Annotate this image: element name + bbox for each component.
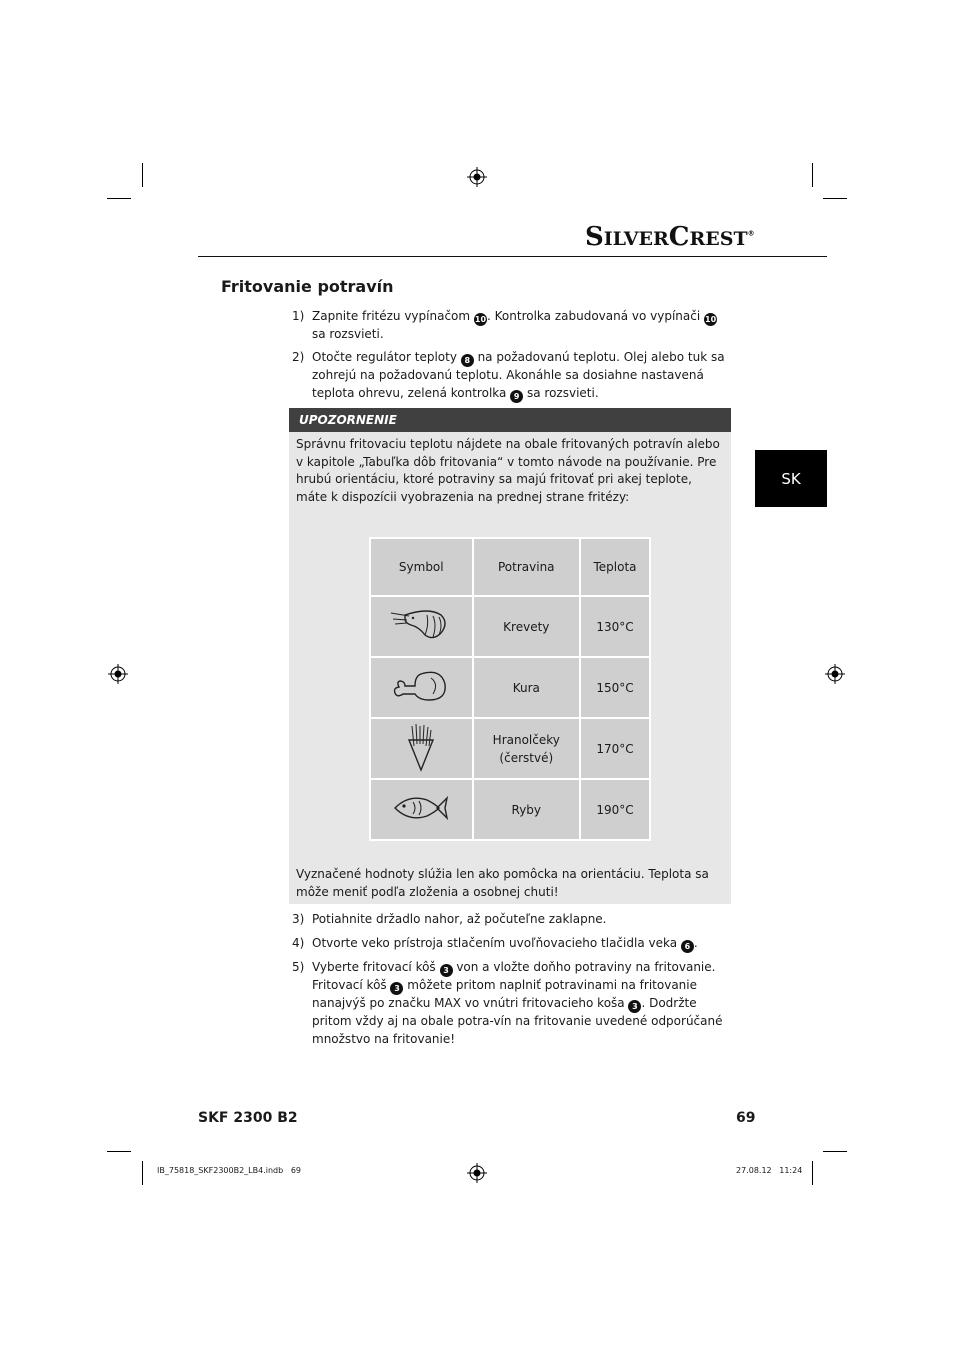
brand-logo: SILVERCREST® [585,222,755,252]
language-tab: SK [755,450,827,507]
column-header: Symbol [370,538,473,596]
reference-number: 10 [705,315,717,324]
shrimp-icon [389,605,453,645]
column-header: Teplota [580,538,650,596]
reference-number: 3 [440,964,453,977]
table-row [370,657,650,718]
table-header-row [370,538,650,596]
chicken-leg-icon [391,666,451,706]
food-cell: Ryby [473,779,581,840]
model-number: SKF 2300 B2 [198,1110,298,1126]
food-cell: Kura [473,657,581,718]
crop-mark [812,163,813,187]
temperature-cell: 190°C [580,779,650,840]
warning-title: UPOZORNENIE [289,408,731,432]
food-cell: Hranolčeky (čerstvé) [473,718,581,779]
temperature-cell: 130°C [580,596,650,657]
page-number: 69 [736,1110,756,1126]
print-file-info: IB_75818_SKF2300B2_LB4.indb 69 [157,1166,301,1175]
food-cell: Krevety [473,596,581,657]
table-row [370,718,650,779]
reference-number: 9 [510,390,523,403]
list-item: 5) Vyberte fritovací kôš 3 von a vložte doňho potraviny na fritovanie. Fritovací kôš 3 môžete pritom naplniť potravinami na fritovanie nanajvýš po značku MAX vo vnútri fritovacieho koša 3 . Dodržte pritom vždy aj na obale potra-vín na fritovanie uvedené odporúčané množstvo na fritovanie! [292,960,723,1046]
column-header: Potravina [473,538,581,596]
symbol-cell [370,779,473,840]
crop-mark [812,1161,813,1185]
crop-mark [107,198,131,199]
symbol-cell [370,718,473,779]
crop-mark [823,1151,847,1152]
list-item: 1) Zapnite fritézu vypínačom 10. Kontrolka zabudovaná vo vypínači 10 sa rozsvieti. [292,309,717,341]
print-datetime: 27.08.12 11:24 [736,1166,803,1175]
list-item: 3) Potiahnite držadlo nahor, až počuteľne zaklapne. [292,912,607,926]
warning-text: Správnu fritovaciu teplotu nájdete na obale fritovaných potravín alebo v kapitole „Tabuľka dôb fritovania“ v tomto návode na používanie. Pre hrubú orientáciu, ktoré potraviny sa majú fritovať pri akej teplote, máte k dispozícii vyobrazenia na prednej strane fritézy: [296,437,720,504]
reference-number: 3 [390,982,403,995]
reference-number: 3 [628,1000,641,1013]
reference-number: 10 [474,315,487,324]
symbol-cell [370,657,473,718]
temperature-cell: 170°C [580,718,650,779]
registration-mark-icon [467,1163,487,1183]
frying-temperature-table [369,537,651,841]
temperature-cell: 150°C [580,657,650,718]
symbol-cell [370,596,473,657]
warning-box [289,408,731,904]
crop-mark [142,163,143,187]
registration-mark-icon [467,167,487,187]
table-row [370,779,650,840]
list-item: 4) Otvorte veko prístroja stlačením uvoľňovacieho tlačidla veka 6 . [292,936,698,951]
registration-mark-icon [825,664,845,684]
warning-note: Vyznačené hodnoty slúžia len ako pomôcka na orientáciu. Teplota sa môže meniť podľa zloženia a osobnej chuti! [296,867,709,899]
fish-icon [391,790,451,826]
list-item: 2) Otočte regulátor teploty 8 na požadovanú teplotu. Olej alebo tuk sa zohrejú na požadovanú teplotu. Akonáhle sa dosiahne nastavená teplota ohrevu, zelená kontrolka 9 sa rozsvieti. [292,350,725,401]
fries-icon [401,722,441,772]
crop-mark [823,198,847,199]
reference-number: 8 [461,354,474,367]
reference-number: 6 [681,940,694,953]
header-divider [198,256,827,257]
table-row [370,596,650,657]
crop-mark [142,1161,143,1185]
crop-mark [107,1151,131,1152]
registration-mark-icon [108,664,128,684]
page-title: Fritovanie potravín [221,277,394,296]
